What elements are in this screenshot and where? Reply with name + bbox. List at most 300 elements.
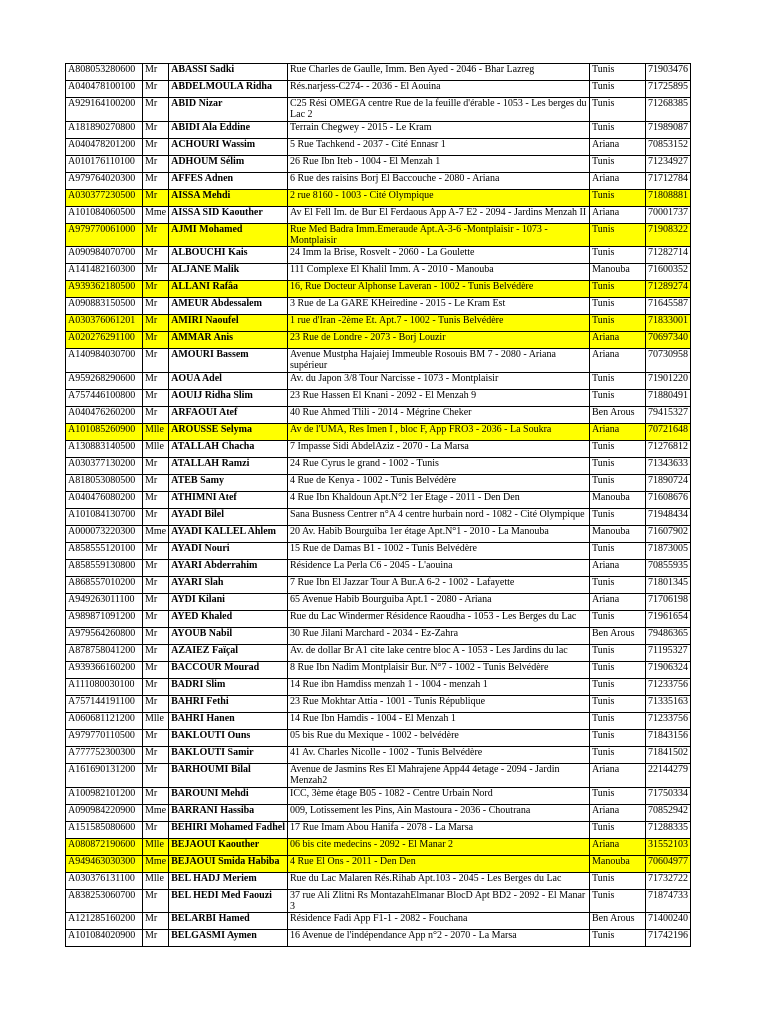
address-cell: Résidence Fadi App F1-1 - 2082 - Fouchana: [288, 913, 590, 930]
city-cell: Tunis: [590, 930, 646, 947]
civility-cell: Mr: [143, 822, 169, 839]
city-cell: Manouba: [590, 526, 646, 543]
address-cell: 3 Rue de La GARE KHeiredine - 2015 - Le Kram Est: [288, 298, 590, 315]
phone-cell: 71234927: [646, 156, 691, 173]
phone-cell: 79486365: [646, 628, 691, 645]
civility-cell: Mr: [143, 492, 169, 509]
address-cell: Av de l'UMA, Res Imen I , bloc F, App FRO3 - 2036 - La Soukra: [288, 424, 590, 441]
civility-cell: Mr: [143, 190, 169, 207]
id-cell: A101085260900: [66, 424, 143, 441]
city-cell: Tunis: [590, 190, 646, 207]
id-cell: A141482160300: [66, 264, 143, 281]
city-cell: Tunis: [590, 696, 646, 713]
address-cell: Sana Busness Centrer n°A 4 centre hurbain nord - 1082 - Cité Olympique: [288, 509, 590, 526]
address-cell: 24 Rue Cyrus le grand - 1002 - Tunis: [288, 458, 590, 475]
address-cell: 7 Rue Ibn El Jazzar Tour A Bur.A 6-2 - 1002 - Lafayette: [288, 577, 590, 594]
name-cell: AOUA Adel: [169, 373, 288, 390]
phone-cell: 71874733: [646, 890, 691, 913]
phone-cell: 31552103: [646, 839, 691, 856]
id-cell: A757144191100: [66, 696, 143, 713]
phone-cell: 71276812: [646, 441, 691, 458]
name-cell: AROUSSE Selyma: [169, 424, 288, 441]
city-cell: Manouba: [590, 264, 646, 281]
address-cell: 15 Rue de Damas B1 - 1002 - Tunis Belvédère: [288, 543, 590, 560]
civility-cell: Mr: [143, 173, 169, 190]
phone-cell: 22144279: [646, 764, 691, 788]
phone-cell: 71903476: [646, 64, 691, 81]
civility-cell: Mr: [143, 696, 169, 713]
table-row: [66, 873, 691, 890]
id-cell: A818053080500: [66, 475, 143, 492]
civility-cell: Mr: [143, 64, 169, 81]
phone-cell: 71890724: [646, 475, 691, 492]
address-cell: 26 Rue Ibn Iteb - 1004 - El Menzah 1: [288, 156, 590, 173]
city-cell: Tunis: [590, 873, 646, 890]
phone-cell: 71833001: [646, 315, 691, 332]
city-cell: Tunis: [590, 611, 646, 628]
table-row: [66, 407, 691, 424]
address-cell: 65 Avenue Habib Bourguiba Apt.1 - 2080 - Ariana: [288, 594, 590, 611]
civility-cell: Mr: [143, 247, 169, 264]
table-row: [66, 475, 691, 492]
phone-cell: 71801345: [646, 577, 691, 594]
table-row: [66, 509, 691, 526]
name-cell: ALJANE Malik: [169, 264, 288, 281]
civility-cell: Mr: [143, 913, 169, 930]
id-cell: A040476260200: [66, 407, 143, 424]
table-row: [66, 890, 691, 913]
table-row: [66, 913, 691, 930]
name-cell: BAROUNI Mehdi: [169, 788, 288, 805]
table-row: [66, 458, 691, 475]
name-cell: BEHIRI Mohamed Fadhel: [169, 822, 288, 839]
address-cell: 37 rue Ali Zlitni Rs MontazahElmanar BlocD Apt BD2 - 2092 - El Manar 3: [288, 890, 590, 913]
civility-cell: Mr: [143, 298, 169, 315]
name-cell: BARHOUMI Bilal: [169, 764, 288, 788]
name-cell: AYARI Slah: [169, 577, 288, 594]
address-cell: 111 Complexe El Khalil Imm. A - 2010 - Manouba: [288, 264, 590, 281]
phone-cell: 79415327: [646, 407, 691, 424]
table-row: [66, 730, 691, 747]
id-cell: A959268290600: [66, 373, 143, 390]
id-cell: A757446100800: [66, 390, 143, 407]
phone-cell: 71195327: [646, 645, 691, 662]
id-cell: A121285160200: [66, 913, 143, 930]
phone-cell: 71732722: [646, 873, 691, 890]
civility-cell: Mr: [143, 390, 169, 407]
city-cell: Tunis: [590, 822, 646, 839]
name-cell: BEL HEDI Med Faouzi: [169, 890, 288, 913]
city-cell: Ben Arous: [590, 628, 646, 645]
city-cell: Ariana: [590, 594, 646, 611]
table-row: [66, 315, 691, 332]
id-cell: A868557010200: [66, 577, 143, 594]
civility-cell: Mlle: [143, 873, 169, 890]
phone-cell: 70730958: [646, 349, 691, 373]
phone-cell: 71600352: [646, 264, 691, 281]
city-cell: Tunis: [590, 98, 646, 122]
address-cell: 30 Rue Jilani Marchard - 2034 - Ez-Zahra: [288, 628, 590, 645]
phone-cell: 71961654: [646, 611, 691, 628]
address-cell: 06 bis cite medecins - 2092 - El Manar 2: [288, 839, 590, 856]
name-cell: AJMI Mohamed: [169, 224, 288, 247]
address-cell: 009, Lotissement les Pins, Ain Mastoura - 2036 - Choutrana: [288, 805, 590, 822]
table-row: [66, 713, 691, 730]
address-cell: 41 Av. Charles Nicolle - 1002 - Tunis Belvédère: [288, 747, 590, 764]
name-cell: BAKLOUTI Ouns: [169, 730, 288, 747]
id-cell: A101084020900: [66, 930, 143, 947]
civility-cell: Mr: [143, 611, 169, 628]
civility-cell: Mr: [143, 560, 169, 577]
city-cell: Tunis: [590, 713, 646, 730]
city-cell: Ariana: [590, 207, 646, 224]
name-cell: AYOUB Nabil: [169, 628, 288, 645]
id-cell: A181890270800: [66, 122, 143, 139]
civility-cell: Mme: [143, 856, 169, 873]
table-row: [66, 349, 691, 373]
phone-cell: 71901220: [646, 373, 691, 390]
phone-cell: 71233756: [646, 679, 691, 696]
id-cell: A101084060500: [66, 207, 143, 224]
phone-cell: 70855935: [646, 560, 691, 577]
civility-cell: Mr: [143, 764, 169, 788]
city-cell: Tunis: [590, 458, 646, 475]
civility-cell: Mr: [143, 139, 169, 156]
civility-cell: Mlle: [143, 713, 169, 730]
civility-cell: Mr: [143, 890, 169, 913]
table-row: [66, 298, 691, 315]
name-cell: ABASSI Sadki: [169, 64, 288, 81]
address-cell: Rue Charles de Gaulle, Imm. Ben Ayed - 2046 - Bhar Lazreg: [288, 64, 590, 81]
city-cell: Tunis: [590, 298, 646, 315]
city-cell: Ariana: [590, 424, 646, 441]
table-row: [66, 611, 691, 628]
phone-cell: 71873005: [646, 543, 691, 560]
id-cell: A090984070700: [66, 247, 143, 264]
address-cell: 1 rue d'Iran -2ème Et. Apt.7 - 1002 - Tunis Belvédère: [288, 315, 590, 332]
address-cell: Avenue Mustpha Hajaiej Immeuble Rosouis BM 7 - 2080 - Ariana supérieur: [288, 349, 590, 373]
table-row: [66, 98, 691, 122]
table-body: [66, 64, 691, 947]
table-row: [66, 64, 691, 81]
name-cell: ABID Nizar: [169, 98, 288, 122]
phone-cell: 71343633: [646, 458, 691, 475]
city-cell: Tunis: [590, 224, 646, 247]
id-cell: A101084130700: [66, 509, 143, 526]
address-cell: Rue Med Badra Imm.Emeraude Apt.A-3-6 -Montplaisir - 1073 - Montplaisir: [288, 224, 590, 247]
phone-cell: 71400240: [646, 913, 691, 930]
name-cell: BEJAOUI Smida Habiba: [169, 856, 288, 873]
phone-cell: 71948434: [646, 509, 691, 526]
address-cell: 4 Rue Ibn Khaldoun Apt.N°2 1er Etage - 2011 - Den Den: [288, 492, 590, 509]
id-cell: A080872190600: [66, 839, 143, 856]
id-cell: A989871091200: [66, 611, 143, 628]
civility-cell: Mlle: [143, 424, 169, 441]
name-cell: ACHOURI Wassim: [169, 139, 288, 156]
civility-cell: Mr: [143, 373, 169, 390]
city-cell: Ariana: [590, 349, 646, 373]
id-cell: A979770110500: [66, 730, 143, 747]
city-cell: Tunis: [590, 577, 646, 594]
table-row: [66, 856, 691, 873]
civility-cell: Mr: [143, 332, 169, 349]
address-cell: Avenue de Jasmins Res El Mahrajene App44 4etage - 2094 - Jardin Menzah2: [288, 764, 590, 788]
address-cell: 7 Impasse Sidi AbdelAziz - 2070 - La Marsa: [288, 441, 590, 458]
name-cell: BEJAOUI Kaouther: [169, 839, 288, 856]
civility-cell: Mr: [143, 98, 169, 122]
name-cell: ALBOUCHI Kais: [169, 247, 288, 264]
address-cell: Av. de dollar Br A1 cite lake centre bloc A - 1053 - Les Jardins du lac: [288, 645, 590, 662]
address-cell: 2 rue 8160 - 1003 - Cité Olympique: [288, 190, 590, 207]
table-row: [66, 424, 691, 441]
name-cell: AMIRI Naoufel: [169, 315, 288, 332]
name-cell: AMMAR Anis: [169, 332, 288, 349]
table-row: [66, 122, 691, 139]
civility-cell: Mr: [143, 628, 169, 645]
city-cell: Tunis: [590, 281, 646, 298]
name-cell: AMEUR Abdessalem: [169, 298, 288, 315]
civility-cell: Mr: [143, 264, 169, 281]
phone-cell: 71607902: [646, 526, 691, 543]
table-row: [66, 281, 691, 298]
table-row: [66, 81, 691, 98]
city-cell: Tunis: [590, 747, 646, 764]
name-cell: AYADI Bilel: [169, 509, 288, 526]
phone-cell: 70001737: [646, 207, 691, 224]
address-cell: 24 Imm la Brise, Rosvelt - 2060 - La Goulette: [288, 247, 590, 264]
civility-cell: Mr: [143, 349, 169, 373]
table-row: [66, 560, 691, 577]
civility-cell: Mr: [143, 315, 169, 332]
address-cell: Terrain Chegwey - 2015 - Le Kram: [288, 122, 590, 139]
name-cell: BAKLOUTI Samir: [169, 747, 288, 764]
table-row: [66, 390, 691, 407]
table-row: [66, 577, 691, 594]
address-cell: 17 Rue Imam Abou Hanifa - 2078 - La Marsa: [288, 822, 590, 839]
table-row: [66, 805, 691, 822]
phone-cell: 71808881: [646, 190, 691, 207]
city-cell: Tunis: [590, 122, 646, 139]
civility-cell: Mr: [143, 122, 169, 139]
city-cell: Tunis: [590, 441, 646, 458]
address-cell: 23 Rue de Londre - 2073 - Borj Louzir: [288, 332, 590, 349]
name-cell: AZAIEZ Faïçal: [169, 645, 288, 662]
civility-cell: Mr: [143, 81, 169, 98]
id-cell: A140984030700: [66, 349, 143, 373]
table-row: [66, 247, 691, 264]
address-cell: 14 Rue Ibn Hamdis - 1004 - El Menzah 1: [288, 713, 590, 730]
address-cell: 20 Av. Habib Bourguiba 1er étage Apt.N°1 - 2010 - La Manouba: [288, 526, 590, 543]
address-cell: Rés.narjess-C274- - 2036 - El Aouina: [288, 81, 590, 98]
city-cell: Tunis: [590, 315, 646, 332]
name-cell: BADRI Slim: [169, 679, 288, 696]
name-cell: ATHIMNI Atef: [169, 492, 288, 509]
civility-cell: Mr: [143, 788, 169, 805]
city-cell: Ariana: [590, 332, 646, 349]
phone-cell: 71880491: [646, 390, 691, 407]
name-cell: ABDELMOULA Ridha: [169, 81, 288, 98]
table-row: [66, 764, 691, 788]
id-cell: A949263011100: [66, 594, 143, 611]
id-cell: A030376131100: [66, 873, 143, 890]
table-row: [66, 373, 691, 390]
city-cell: Tunis: [590, 475, 646, 492]
address-cell: Rue du Lac Malaren Rés.Rihab Apt.103 - 2045 - Les Berges du Lac: [288, 873, 590, 890]
phone-cell: 71608676: [646, 492, 691, 509]
table-row: [66, 839, 691, 856]
table-row: [66, 207, 691, 224]
contact-table: [65, 63, 691, 947]
address-cell: Av El Fell Im. de Bur El Ferdaous App A-7 E2 - 2094 - Jardins Menzah II: [288, 207, 590, 224]
name-cell: AYED Khaled: [169, 611, 288, 628]
id-cell: A161690131200: [66, 764, 143, 788]
name-cell: AISSA SID Kaouther: [169, 207, 288, 224]
city-cell: Ariana: [590, 805, 646, 822]
name-cell: BAHRI Hanen: [169, 713, 288, 730]
id-cell: A979770061000: [66, 224, 143, 247]
id-cell: A939362180500: [66, 281, 143, 298]
name-cell: ABIDI Ala Eddine: [169, 122, 288, 139]
table-row: [66, 930, 691, 947]
phone-cell: 71712784: [646, 173, 691, 190]
id-cell: A060681121200: [66, 713, 143, 730]
name-cell: AYADI Nouri: [169, 543, 288, 560]
civility-cell: Mr: [143, 730, 169, 747]
id-cell: A838253060700: [66, 890, 143, 913]
table-row: [66, 543, 691, 560]
table-row: [66, 822, 691, 839]
table-row: [66, 788, 691, 805]
id-cell: A939366160200: [66, 662, 143, 679]
civility-cell: Mr: [143, 679, 169, 696]
name-cell: BACCOUR Mourad: [169, 662, 288, 679]
civility-cell: Mr: [143, 281, 169, 298]
civility-cell: Mr: [143, 930, 169, 947]
address-cell: Résidence La Perla C6 - 2045 - L'aouina: [288, 560, 590, 577]
city-cell: Tunis: [590, 788, 646, 805]
address-cell: Av. du Japon 3/8 Tour Narcisse - 1073 - Montplaisir: [288, 373, 590, 390]
address-cell: 5 Rue Tachkend - 2037 - Cité Ennasr 1: [288, 139, 590, 156]
name-cell: BAHRI Fethi: [169, 696, 288, 713]
id-cell: A040478100100: [66, 81, 143, 98]
id-cell: A111080030100: [66, 679, 143, 696]
id-cell: A090984220900: [66, 805, 143, 822]
phone-cell: 71989087: [646, 122, 691, 139]
city-cell: Manouba: [590, 492, 646, 509]
name-cell: AYADI KALLEL Ahlem: [169, 526, 288, 543]
id-cell: A858559130800: [66, 560, 143, 577]
phone-cell: 71289274: [646, 281, 691, 298]
address-cell: 16, Rue Docteur Alphonse Laveran - 1002 - Tunis Belvédère: [288, 281, 590, 298]
table-row: [66, 492, 691, 509]
name-cell: ATALLAH Ramzi: [169, 458, 288, 475]
civility-cell: Mr: [143, 407, 169, 424]
table-row: [66, 526, 691, 543]
civility-cell: Mr: [143, 577, 169, 594]
table-row: [66, 679, 691, 696]
id-cell: A858555120100: [66, 543, 143, 560]
id-cell: A979564260800: [66, 628, 143, 645]
address-cell: C25 Rési OMEGA centre Rue de la feuille d'érable - 1053 - Les berges du Lac 2: [288, 98, 590, 122]
civility-cell: Mr: [143, 458, 169, 475]
phone-cell: 70697340: [646, 332, 691, 349]
city-cell: Tunis: [590, 890, 646, 913]
civility-cell: Mme: [143, 207, 169, 224]
address-cell: 16 Avenue de l'indépendance App n°2 - 2070 - La Marsa: [288, 930, 590, 947]
table-row: [66, 332, 691, 349]
civility-cell: Mr: [143, 509, 169, 526]
name-cell: BELGASMI Aymen: [169, 930, 288, 947]
city-cell: Tunis: [590, 390, 646, 407]
civility-cell: Mr: [143, 594, 169, 611]
id-cell: A030377230500: [66, 190, 143, 207]
city-cell: Tunis: [590, 645, 646, 662]
civility-cell: Mr: [143, 662, 169, 679]
phone-cell: 70721648: [646, 424, 691, 441]
civility-cell: Mlle: [143, 441, 169, 458]
id-cell: A000073220300: [66, 526, 143, 543]
city-cell: Ariana: [590, 560, 646, 577]
city-cell: Ariana: [590, 839, 646, 856]
phone-cell: 71750334: [646, 788, 691, 805]
table-row: [66, 156, 691, 173]
name-cell: AMOURI Bassem: [169, 349, 288, 373]
city-cell: Ariana: [590, 139, 646, 156]
phone-cell: 71706198: [646, 594, 691, 611]
civility-cell: Mr: [143, 156, 169, 173]
civility-cell: Mr: [143, 645, 169, 662]
city-cell: Tunis: [590, 679, 646, 696]
city-cell: Tunis: [590, 730, 646, 747]
id-cell: A100982101200: [66, 788, 143, 805]
id-cell: A949463030300: [66, 856, 143, 873]
address-cell: 14 Rue ibn Hamdiss menzah 1 - 1004 - menzah 1: [288, 679, 590, 696]
id-cell: A929164100200: [66, 98, 143, 122]
city-cell: Manouba: [590, 856, 646, 873]
phone-cell: 71725895: [646, 81, 691, 98]
name-cell: AYARI Abderrahim: [169, 560, 288, 577]
table-row: [66, 173, 691, 190]
id-cell: A878758041200: [66, 645, 143, 662]
table-row: [66, 696, 691, 713]
phone-cell: 71268385: [646, 98, 691, 122]
phone-cell: 71906324: [646, 662, 691, 679]
table-row: [66, 662, 691, 679]
city-cell: Ben Arous: [590, 407, 646, 424]
name-cell: BELARBI Hamed: [169, 913, 288, 930]
address-cell: 6 Rue des raisins Borj El Baccouche - 2080 - Ariana: [288, 173, 590, 190]
city-cell: Tunis: [590, 64, 646, 81]
city-cell: Tunis: [590, 247, 646, 264]
address-cell: 23 Rue Hassen El Knani - 2092 - El Menzah 9: [288, 390, 590, 407]
address-cell: 4 Rue El Ons - 2011 - Den Den: [288, 856, 590, 873]
id-cell: A151585080600: [66, 822, 143, 839]
civility-cell: Mlle: [143, 839, 169, 856]
name-cell: BARRANI Hassiba: [169, 805, 288, 822]
id-cell: A030377130200: [66, 458, 143, 475]
table-row: [66, 190, 691, 207]
phone-cell: 71645587: [646, 298, 691, 315]
name-cell: ALLANI Rafâa: [169, 281, 288, 298]
table-row: [66, 628, 691, 645]
address-cell: ICC, 3ème étage B05 - 1082 - Centre Urbain Nord: [288, 788, 590, 805]
name-cell: ARFAOUI Atef: [169, 407, 288, 424]
name-cell: AFFES Adnen: [169, 173, 288, 190]
table-row: [66, 264, 691, 281]
phone-cell: 70604977: [646, 856, 691, 873]
address-cell: 05 bis Rue du Mexique - 1002 - belvédère: [288, 730, 590, 747]
id-cell: A030376061201: [66, 315, 143, 332]
